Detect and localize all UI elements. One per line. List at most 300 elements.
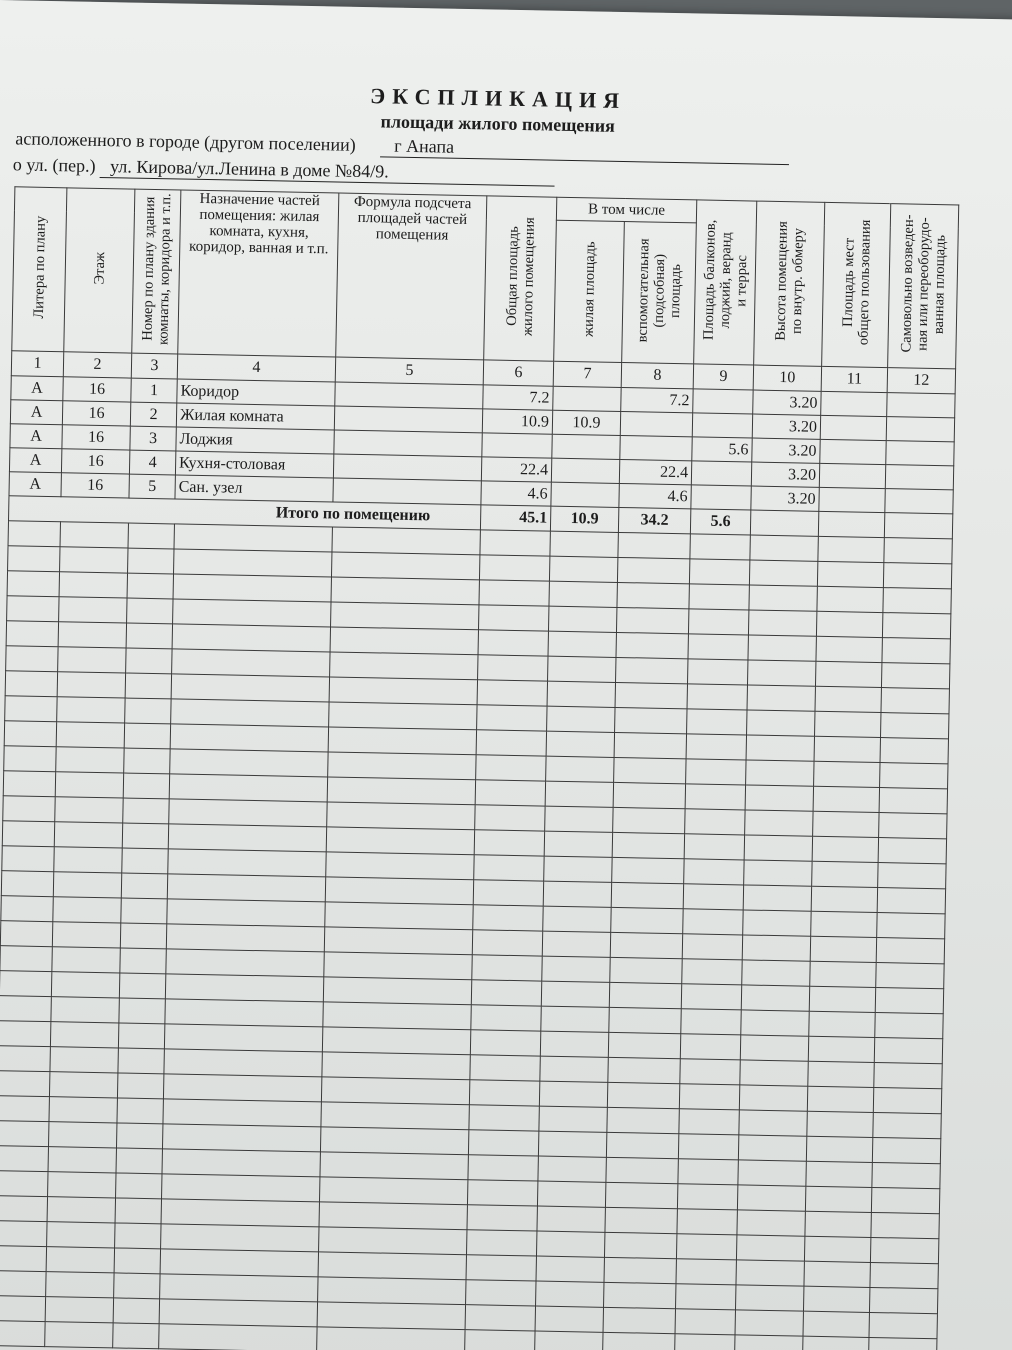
empty-cell — [817, 561, 883, 587]
empty-cell — [167, 899, 325, 927]
cell-aux-area — [620, 435, 692, 460]
empty-cell — [113, 1323, 159, 1349]
empty-cell — [742, 960, 810, 986]
empty-cell — [332, 527, 480, 555]
empty-cell — [543, 906, 611, 932]
empty-cell — [804, 1261, 870, 1287]
total-living-sum: 10.9 — [550, 506, 618, 532]
empty-cell — [0, 1046, 50, 1072]
cell-common-area — [821, 391, 887, 416]
empty-cell — [608, 1032, 680, 1058]
empty-cell — [875, 1012, 943, 1038]
cell-height: 3.20 — [752, 414, 820, 439]
empty-cell — [466, 1255, 536, 1281]
cell-floor: 16 — [61, 473, 129, 498]
column-number: 9 — [693, 364, 753, 390]
empty-cell — [615, 682, 687, 708]
empty-cell — [168, 849, 326, 877]
cell-litera: А — [11, 376, 63, 401]
empty-cell — [810, 961, 876, 987]
empty-cell — [2, 846, 54, 872]
empty-cell — [815, 686, 881, 712]
empty-cell — [610, 957, 682, 983]
empty-cell — [736, 1260, 804, 1286]
empty-cell — [680, 1034, 740, 1060]
empty-cell — [328, 752, 476, 780]
empty-cell — [813, 786, 879, 812]
empty-cell — [676, 1234, 736, 1260]
column-number: 3 — [131, 353, 177, 379]
empty-cell — [745, 785, 813, 811]
column-number: 5 — [335, 357, 483, 385]
empty-cell — [121, 873, 167, 899]
cell-room-name: Жилая комната — [176, 403, 334, 430]
empty-cell — [113, 1298, 159, 1324]
empty-cell — [0, 1321, 45, 1347]
empty-cell — [165, 974, 323, 1002]
empty-cell — [537, 1206, 605, 1232]
empty-cell — [682, 959, 742, 985]
header-litera: Литера по плану — [12, 187, 67, 352]
empty-cell — [676, 1284, 736, 1310]
cell-unauthorized-area — [885, 465, 953, 490]
empty-cell — [171, 699, 329, 727]
empty-cell — [688, 609, 748, 635]
empty-cell — [611, 882, 683, 908]
empty-cell — [163, 1099, 321, 1127]
empty-cell — [326, 852, 474, 880]
empty-cell — [58, 622, 126, 648]
empty-cell — [469, 1080, 539, 1106]
empty-cell — [124, 748, 170, 774]
empty-cell — [322, 1027, 470, 1055]
empty-cell — [873, 1112, 941, 1138]
cell-litera: А — [10, 400, 62, 425]
empty-cell — [747, 685, 815, 711]
empty-cell — [735, 1310, 803, 1336]
empty-cell — [684, 834, 744, 860]
empty-cell — [52, 922, 120, 948]
empty-cell — [808, 1036, 874, 1062]
empty-cell — [128, 523, 174, 549]
empty-cell — [125, 698, 171, 724]
empty-cell — [879, 813, 947, 839]
empty-cell — [50, 1047, 118, 1073]
empty-cell — [324, 952, 472, 980]
empty-cell — [739, 1085, 807, 1111]
empty-cell — [547, 706, 615, 732]
empty-cell — [55, 797, 123, 823]
cell-aux-area: 7.2 — [621, 387, 693, 412]
empty-cell — [48, 1122, 116, 1148]
empty-cell — [57, 672, 125, 698]
empty-cell — [162, 1124, 320, 1152]
empty-cell — [5, 696, 57, 722]
empty-cell — [546, 731, 614, 757]
cell-total-area: 4.6 — [481, 481, 551, 506]
empty-cell — [539, 1081, 607, 1107]
empty-cell — [804, 1236, 870, 1262]
empty-cell — [612, 832, 684, 858]
empty-cell — [680, 1059, 740, 1085]
empty-cell — [472, 930, 542, 956]
empty-cell — [473, 905, 543, 931]
empty-cell — [1, 871, 53, 897]
empty-cell — [817, 586, 883, 612]
header-room-height: Высота помещения по внутр. обмеру — [754, 201, 825, 366]
empty-cell — [170, 749, 328, 777]
empty-cell — [164, 1049, 322, 1077]
empty-cell — [749, 560, 817, 586]
empty-cell — [56, 747, 124, 773]
header-common-area: Площадь мест общего пользования — [822, 202, 891, 367]
empty-cell — [615, 707, 687, 733]
empty-cell — [546, 756, 614, 782]
empty-cell — [536, 1231, 604, 1257]
empty-cell — [869, 1287, 937, 1313]
empty-cell — [738, 1135, 806, 1161]
empty-cell — [0, 1071, 50, 1097]
empty-cell — [161, 1224, 319, 1252]
empty-cell — [0, 1271, 46, 1297]
empty-cell — [543, 881, 611, 907]
total-balcony-sum: 5.6 — [690, 509, 750, 535]
empty-cell — [330, 627, 478, 655]
empty-cell — [48, 1147, 116, 1173]
empty-cell — [743, 910, 811, 936]
empty-cell — [873, 1087, 941, 1113]
empty-cell — [544, 856, 612, 882]
empty-cell — [535, 1306, 603, 1332]
empty-cell — [328, 727, 476, 755]
empty-cell — [743, 885, 811, 911]
empty-cell — [810, 936, 876, 962]
cell-total-area: 7.2 — [483, 385, 553, 410]
empty-cell — [51, 972, 119, 998]
cell-plan-number: 2 — [130, 402, 176, 427]
empty-cell — [320, 1152, 468, 1180]
empty-cell — [872, 1137, 940, 1163]
header-floor: Этаж — [64, 188, 135, 353]
empty-cell — [537, 1181, 605, 1207]
empty-cell — [883, 588, 951, 614]
empty-cell — [330, 652, 478, 680]
empty-cell — [805, 1211, 871, 1237]
empty-cell — [884, 513, 952, 539]
empty-cell — [46, 1272, 114, 1298]
empty-cell — [606, 1132, 678, 1158]
empty-cell — [681, 1009, 741, 1035]
empty-cell — [747, 660, 815, 686]
empty-cell — [53, 897, 121, 923]
empty-cell — [123, 773, 169, 799]
header-balcony-area: Площадь балконов, лоджий, веранд и террас — [694, 200, 757, 365]
empty-cell — [869, 1312, 937, 1338]
empty-cell — [611, 907, 683, 933]
empty-cell — [613, 807, 685, 833]
empty-cell — [159, 1299, 317, 1327]
empty-cell — [677, 1184, 737, 1210]
column-number: 8 — [621, 363, 693, 389]
empty-cell — [603, 1307, 675, 1333]
empty-cell — [750, 535, 818, 561]
empty-cell — [470, 1030, 540, 1056]
empty-cell — [687, 659, 747, 685]
empty-cell — [47, 1222, 115, 1248]
empty-cell — [475, 780, 545, 806]
empty-cell — [609, 982, 681, 1008]
empty-cell — [45, 1322, 113, 1348]
cell-aux-area — [620, 411, 692, 436]
cell-unauthorized-area — [887, 393, 955, 418]
empty-cell — [806, 1136, 872, 1162]
empty-cell — [612, 857, 684, 883]
empty-cell — [881, 663, 949, 689]
empty-cell — [688, 634, 748, 660]
empty-cell — [815, 711, 881, 737]
empty-cell — [879, 788, 947, 814]
empty-cell — [0, 1221, 47, 1247]
empty-cell — [687, 684, 747, 710]
cell-unauthorized-area — [886, 417, 954, 442]
empty-cell — [540, 1056, 608, 1082]
explication-table — [0, 186, 959, 1350]
empty-cell — [876, 938, 944, 964]
empty-cell — [473, 880, 543, 906]
empty-cell — [115, 1198, 161, 1224]
column-number: 1 — [11, 351, 63, 377]
empty-cell — [685, 784, 745, 810]
empty-cell — [869, 1337, 937, 1350]
empty-cell — [8, 521, 60, 547]
empty-cell — [321, 1077, 469, 1105]
empty-cell — [319, 1227, 467, 1255]
cell-floor: 16 — [62, 425, 130, 450]
cell-litera: А — [10, 424, 62, 449]
header-formula: Формула подсчета площадей частей помещения — [336, 193, 487, 360]
cell-formula — [334, 430, 482, 457]
empty-cell — [331, 577, 479, 605]
empty-cell — [746, 760, 814, 786]
empty-cell — [0, 1146, 48, 1172]
empty-cell — [48, 1172, 116, 1198]
empty-cell — [165, 999, 323, 1027]
empty-cell — [475, 805, 545, 831]
location-value: г Анапа — [380, 135, 789, 165]
empty-cell — [884, 538, 952, 564]
cell-height: 3.20 — [751, 486, 819, 511]
empty-cell — [326, 827, 474, 855]
cell-room-name: Сан. узел — [175, 475, 333, 502]
empty-cell — [741, 1010, 809, 1036]
empty-cell — [811, 886, 877, 912]
empty-cell — [690, 534, 750, 560]
empty-cell — [676, 1259, 736, 1285]
empty-cell — [683, 909, 743, 935]
empty-cell — [160, 1249, 318, 1277]
empty-cell — [535, 1331, 603, 1350]
empty-cell — [614, 732, 686, 758]
empty-cell — [540, 1031, 608, 1057]
empty-cell — [877, 888, 945, 914]
empty-cell — [818, 536, 884, 562]
empty-cell — [689, 584, 749, 610]
cell-balcony-area — [693, 389, 753, 414]
cell-living-area — [551, 482, 619, 507]
cell-litera: А — [9, 472, 61, 497]
empty-cell — [607, 1082, 679, 1108]
empty-cell — [0, 1021, 51, 1047]
cell-formula — [333, 478, 481, 505]
cell-aux-area: 22.4 — [619, 459, 691, 484]
empty-cell — [547, 681, 615, 707]
empty-cell — [616, 657, 688, 683]
empty-cell — [677, 1209, 737, 1235]
empty-cell — [172, 649, 330, 677]
street-value: ул. Кирова/ул.Ленина в доме №84/9. — [100, 156, 555, 187]
column-number: 11 — [821, 366, 887, 392]
empty-cell — [0, 921, 52, 947]
empty-cell — [1, 896, 53, 922]
empty-cell — [60, 522, 128, 548]
empty-cell — [58, 647, 126, 673]
empty-cell — [684, 859, 744, 885]
empty-cell — [548, 656, 616, 682]
empty-cell — [325, 877, 473, 905]
empty-cell — [883, 563, 951, 589]
empty-cell — [815, 661, 881, 687]
empty-cell — [544, 831, 612, 857]
empty-cell — [476, 730, 546, 756]
empty-cell — [548, 606, 616, 632]
empty-cell — [876, 962, 944, 988]
empty-cell — [168, 824, 326, 852]
empty-cell — [604, 1232, 676, 1258]
empty-cell — [116, 1148, 162, 1174]
empty-cell — [49, 1097, 117, 1123]
empty-cell — [803, 1311, 869, 1337]
empty-cell — [317, 1327, 465, 1350]
empty-cell — [478, 655, 548, 681]
empty-cell — [331, 552, 479, 580]
empty-cell — [7, 596, 59, 622]
empty-cell — [479, 555, 549, 581]
total-aux-sum: 34.2 — [618, 507, 690, 533]
cell-litera: А — [9, 448, 61, 473]
empty-cell — [474, 830, 544, 856]
cell-floor: 16 — [62, 401, 130, 426]
empty-cell — [740, 1035, 808, 1061]
column-number: 12 — [887, 368, 955, 394]
empty-cell — [470, 1055, 540, 1081]
empty-cell — [745, 810, 813, 836]
empty-cell — [536, 1256, 604, 1282]
empty-cell — [812, 836, 878, 862]
empty-cell — [319, 1202, 467, 1230]
empty-cell — [610, 932, 682, 958]
empty-cell — [120, 948, 166, 974]
empty-cell — [880, 738, 948, 764]
empty-cell — [735, 1335, 803, 1350]
empty-cell — [329, 702, 477, 730]
empty-cell — [0, 1196, 48, 1222]
empty-cell — [54, 822, 122, 848]
column-number: 4 — [177, 354, 335, 382]
header-purpose: Назначение частей помещения: жилая комната, кухня, коридор, ванная и т.п. — [178, 190, 339, 357]
cell-height: 3.20 — [751, 462, 819, 487]
empty-cell — [541, 981, 609, 1007]
empty-cell — [468, 1130, 538, 1156]
empty-cell — [816, 636, 882, 662]
empty-cell — [813, 811, 879, 837]
empty-cell — [57, 697, 125, 723]
empty-cell — [471, 980, 541, 1006]
empty-cell — [320, 1127, 468, 1155]
empty-cell — [318, 1277, 466, 1305]
empty-cell — [126, 623, 172, 649]
empty-cell — [8, 546, 60, 572]
empty-cell — [605, 1182, 677, 1208]
empty-cell — [47, 1197, 115, 1223]
empty-cell — [322, 1052, 470, 1080]
empty-cell — [169, 799, 327, 827]
empty-cell — [803, 1286, 869, 1312]
empty-cell — [542, 956, 610, 982]
empty-cell — [748, 610, 816, 636]
empty-cell — [60, 547, 128, 573]
empty-cell — [872, 1162, 940, 1188]
empty-cell — [324, 927, 472, 955]
empty-cell — [0, 971, 52, 997]
empty-cell — [741, 985, 809, 1011]
empty-cell — [814, 761, 880, 787]
empty-cell — [807, 1111, 873, 1137]
empty-cell — [171, 674, 329, 702]
empty-cell — [49, 1072, 117, 1098]
document-subtitle: площади жилого помещения — [380, 111, 616, 136]
empty-cell — [681, 984, 741, 1010]
empty-cell — [675, 1334, 735, 1350]
empty-cell — [746, 735, 814, 761]
empty-cell — [477, 680, 547, 706]
empty-cell — [122, 823, 168, 849]
empty-cell — [617, 582, 689, 608]
empty-cell — [166, 924, 324, 952]
empty-cell — [686, 759, 746, 785]
empty-cell — [471, 1005, 541, 1031]
empty-cell — [875, 987, 943, 1013]
cell-common-area — [819, 463, 885, 488]
empty-cell — [169, 774, 327, 802]
cell-total-area: 10.9 — [482, 409, 552, 434]
empty-cell — [686, 734, 746, 760]
header-living-area: жилая площадь — [554, 220, 625, 362]
empty-cell — [814, 736, 880, 762]
empty-cell — [550, 531, 618, 557]
empty-cell — [468, 1155, 538, 1181]
empty-cell — [880, 763, 948, 789]
empty-cell — [478, 605, 548, 631]
empty-cell — [607, 1107, 679, 1133]
empty-cell — [871, 1212, 939, 1238]
empty-cell — [870, 1262, 938, 1288]
empty-cell — [609, 1007, 681, 1033]
empty-cell — [163, 1074, 321, 1102]
cell-plan-number: 1 — [131, 378, 177, 403]
cell-floor: 16 — [63, 377, 131, 402]
cell-common-area — [820, 415, 886, 440]
empty-cell — [738, 1160, 806, 1186]
